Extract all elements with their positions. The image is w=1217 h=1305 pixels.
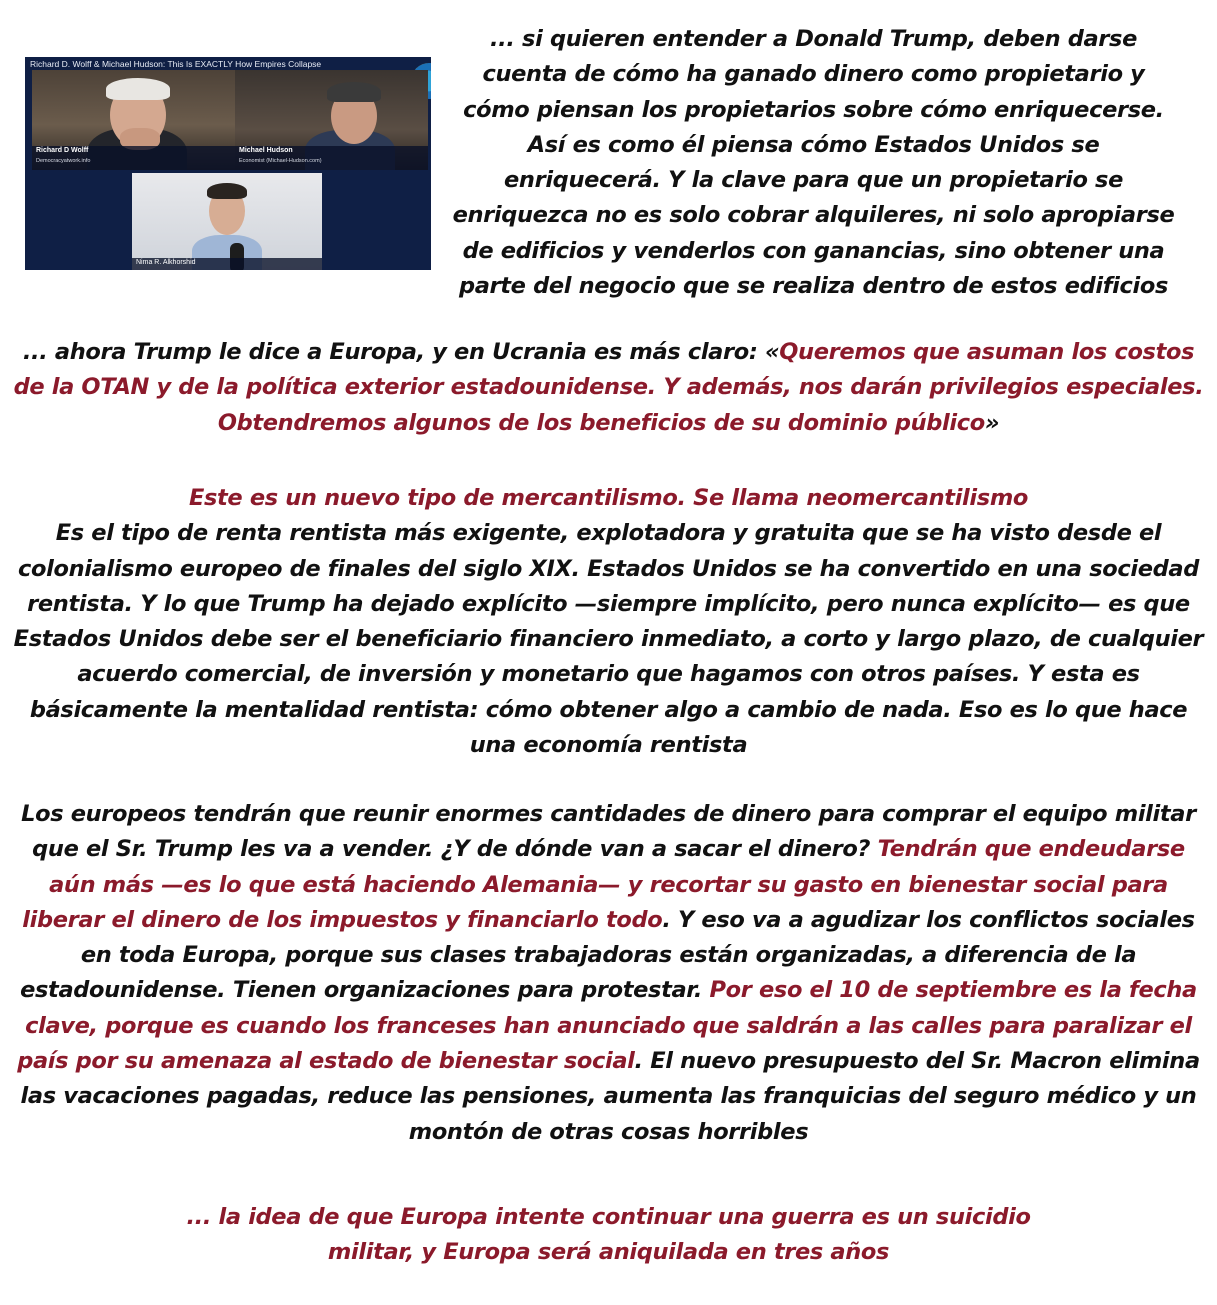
guest-panel-wolff	[32, 70, 252, 170]
paragraph-4-highlight-a: Tendrán que endeudarse aún más —es lo que está haciendo Alemania— y recortar su gasto en bienestar social para liberar el dinero de los impuestos y financiarlo todo	[22, 836, 1185, 933]
quote-paragraph-2	[10, 335, 1207, 441]
paragraph-2-close: »	[984, 409, 1000, 436]
quote-paragraph-5: ... la idea de que Europa intente continuar una guerra es un suicidio militar, y Europa será aniquilada en tres años	[186, 1204, 1031, 1266]
paragraph-3-body: Es el tipo de renta rentista más exigente, explotadora y gratuita que se ha visto desde el colonialismo europeo de finales del siglo XIX. Estados Unidos se ha convertido en una sociedad rentista. Y lo que Trump ha dejado explícito —siempre implícito, pero nunca explícito— es que Estados Unidos debe ser el beneficiario financiero inmediato, a corto y largo plazo, de cualquier acuerdo comercial, de inversión y monetario que hagamos con otros países. Y esta es básicamente la mentalidad rentista: cómo obtener algo a cambio de nada. Eso es lo que hace una economía rentista	[13, 520, 1204, 759]
host-name: Nima R. Alkhorshid	[136, 259, 196, 266]
host-panel	[132, 173, 322, 270]
guest2-name: Michael Hudson	[239, 147, 293, 154]
guest2-subtitle: Economist (Michael-Hudson.com)	[239, 158, 322, 164]
paragraph-2-highlight: Queremos que asuman los costos de la OTAN y de la política exterior estadounidense. Y además, nos darán privilegios especiales. Obtendremos algunos de los beneficios de su dominio público	[13, 339, 1204, 436]
guest1-name: Richard D Wolff	[36, 147, 89, 154]
guest1-subtitle: Democracyatwork.info	[36, 158, 91, 164]
guest-panel-hudson	[235, 70, 428, 170]
paragraph-4-part-c: . Y eso va a agudizar los conflictos sociales en toda Europa, porque sus clases trabajadoras están organizadas, a diferencia de la estadounidense. Tienen organizaciones para protestar.	[20, 906, 1195, 1004]
paragraph-4-part-e: . El nuevo presupuesto del Sr. Macron elimina las vacaciones pagadas, reduce las pensiones, aumenta las franquicias del seguro médico y un montón de otras cosas horribles	[20, 1048, 1200, 1145]
paragraph-2-intro: ... ahora Trump le dice a Europa, y en Ucrania es más claro: «	[22, 339, 780, 365]
quote-paragraph-1: ... si quieren entender a Donald Trump, deben darse cuenta de cómo ha ganado dinero como propietario y cómo piensan los propietarios sobre cómo enriquecerse. Así es como él piensa cómo Estados Unidos se enriquecerá. Y la clave para que un propietario se enriquezca no es solo cobrar alquileres, ni solo apropiarse de edificios y venderlos con ganancias, sino obtener una parte del negocio que se realiza dentro de estos edificios	[452, 26, 1175, 300]
paragraph-3-heading: Este es un nuevo tipo de mercantilismo. Se llama neomercantilismo	[188, 485, 1029, 511]
paragraph-4-highlight-b: Por eso el 10 de septiembre es la fecha clave, porque es cuando los franceses han anunciado que saldrán a las calles para paralizar el país por su amenaza al estado de bienestar social	[17, 977, 1197, 1075]
video-title: Richard D. Wolff & Michael Hudson: This Is EXACTLY How Empires Collapse	[30, 59, 322, 69]
quote-paragraph-4	[10, 797, 1207, 1150]
video-thumbnail[interactable]	[25, 57, 431, 270]
paragraph-4-part-a: Los europeos tendrán que reunir enormes cantidades de dinero para comprar el equipo militar que el Sr. Trump les va a vender. ¿Y de dónde van a sacar el dinero?	[21, 801, 1196, 863]
quote-paragraph-3	[10, 481, 1207, 763]
